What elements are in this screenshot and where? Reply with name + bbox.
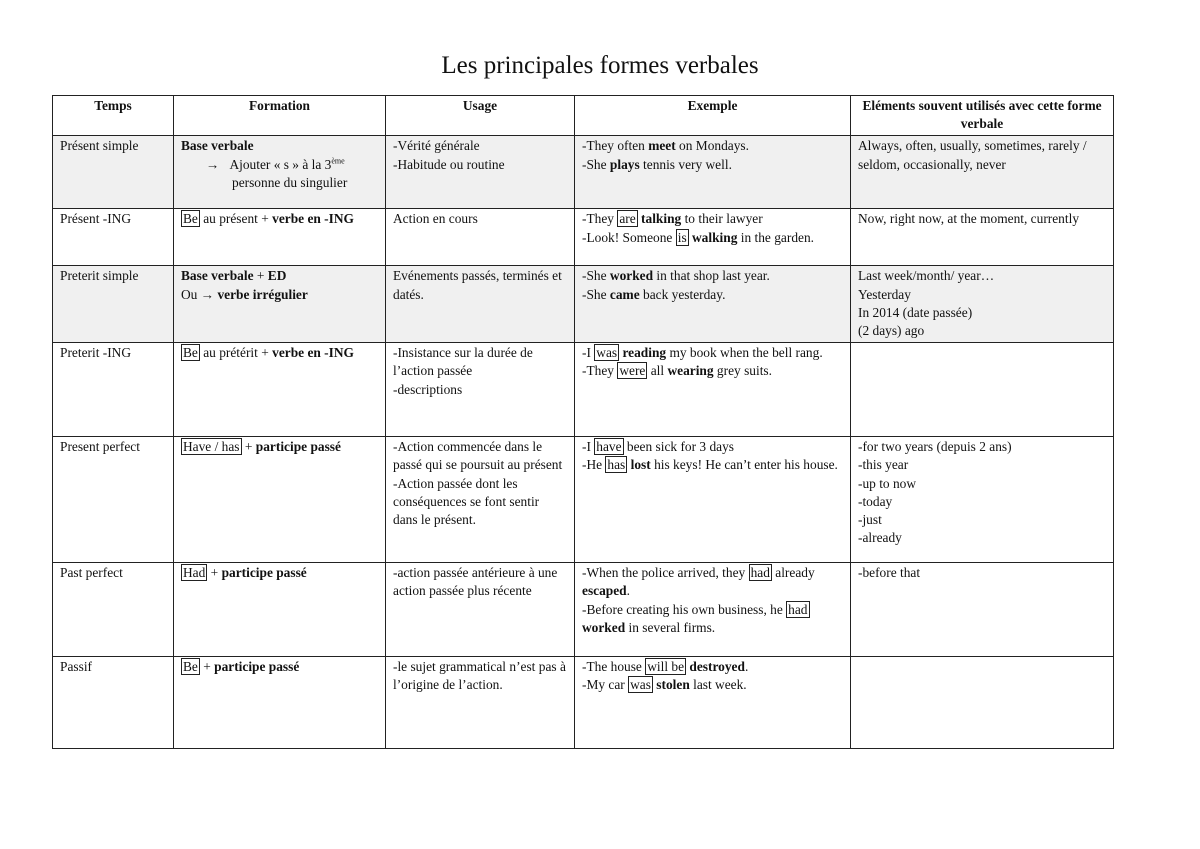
- cell-elements: Always, often, usually, sometimes, rarely / seldom, occasionally, never: [851, 136, 1114, 209]
- cell-formation: Be au présent + verbe en -ING: [174, 209, 386, 266]
- cell-formation: Be + participe passé: [174, 657, 386, 749]
- cell-formation: Have / has + participe passé: [174, 437, 386, 563]
- cell-usage: -action passée antérieure à une action passée plus récente: [386, 563, 575, 657]
- cell-temps: Présent simple: [53, 136, 174, 209]
- cell-usage: -Insistance sur la durée de l’action passée -descriptions: [386, 343, 575, 437]
- cell-elements: Now, right now, at the moment, currently: [851, 209, 1114, 266]
- table-row: [53, 136, 1114, 209]
- header-exemple: Exemple: [575, 96, 851, 136]
- cell-elements: [851, 343, 1114, 437]
- cell-temps: Preterit -ING: [53, 343, 174, 437]
- table-row: [53, 266, 1114, 343]
- cell-elements: -for two years (depuis 2 ans) -this year -up to now -today -just -already: [851, 437, 1114, 563]
- cell-formation: Base verbale + ED Ou → verbe irrégulier: [174, 266, 386, 343]
- header-elements: Eléments souvent utilisés avec cette forme verbale: [851, 96, 1114, 136]
- header-usage: Usage: [386, 96, 575, 136]
- cell-elements: [851, 657, 1114, 749]
- cell-usage: -Vérité générale -Habitude ou routine: [386, 136, 575, 209]
- cell-exemple: -When the police arrived, they had already escaped. -Before creating his own business, he had worked in several firms.: [575, 563, 851, 657]
- verb-forms-table: [52, 95, 1114, 749]
- cell-elements: Last week/month/ year… Yesterday In 2014 (date passée) (2 days) ago: [851, 266, 1114, 343]
- cell-exemple: -I was reading my book when the bell rang. -They were all wearing grey suits.: [575, 343, 851, 437]
- cell-exemple: -She worked in that shop last year. -She came back yesterday.: [575, 266, 851, 343]
- cell-temps: Preterit simple: [53, 266, 174, 343]
- cell-formation: Had + participe passé: [174, 563, 386, 657]
- cell-usage: -Action commencée dans le passé qui se poursuit au présent -Action passée dont les conséquences se font sentir dans le présent.: [386, 437, 575, 563]
- cell-exemple: -They often meet on Mondays. -She plays tennis very well.: [575, 136, 851, 209]
- header-formation: Formation: [174, 96, 386, 136]
- arrow-right-icon: →: [200, 286, 215, 302]
- table-row: [53, 563, 1114, 657]
- table-row: [53, 437, 1114, 563]
- cell-temps: Présent -ING: [53, 209, 174, 266]
- cell-exemple: -They are talking to their lawyer -Look! Someone is walking in the garden.: [575, 209, 851, 266]
- cell-usage: Evénements passés, terminés et datés.: [386, 266, 575, 343]
- table-row: [53, 343, 1114, 437]
- cell-exemple: -I have been sick for 3 days -He has lost his keys! He can’t enter his house.: [575, 437, 851, 563]
- cell-temps: Past perfect: [53, 563, 174, 657]
- header-row: [53, 96, 1114, 136]
- cell-temps: Passif: [53, 657, 174, 749]
- table-row: [53, 209, 1114, 266]
- cell-formation: Base verbale → Ajouter « s » à la 3ème personne du singulier: [174, 136, 386, 209]
- cell-formation: Be au prétérit + verbe en -ING: [174, 343, 386, 437]
- cell-temps: Present perfect: [53, 437, 174, 563]
- arrow-right-icon: →: [206, 156, 220, 172]
- header-temps: Temps: [53, 96, 174, 136]
- page-title: Les principales formes verbales: [441, 52, 759, 79]
- cell-usage: -le sujet grammatical n’est pas à l’origine de l’action.: [386, 657, 575, 749]
- table-row: [53, 657, 1114, 749]
- cell-elements: -before that: [851, 563, 1114, 657]
- cell-exemple: -The house will be destroyed. -My car was stolen last week.: [575, 657, 851, 749]
- cell-usage: Action en cours: [386, 209, 575, 266]
